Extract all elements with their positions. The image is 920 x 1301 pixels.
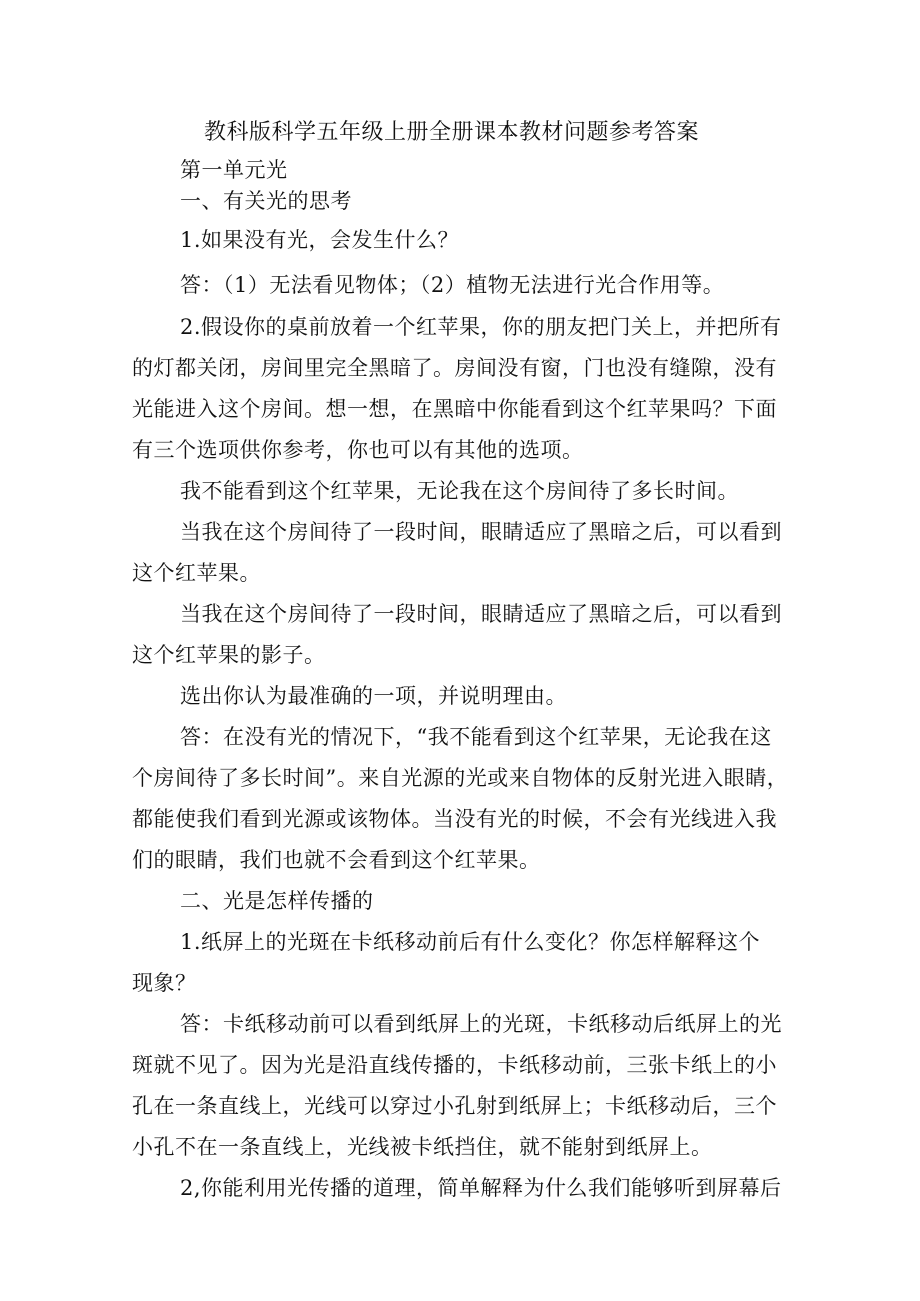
document-title: 教科版科学五年级上册全册课本教材问题参考答案 [204, 120, 700, 145]
answer-3-line-2: 斑就不见了。因为光是沿直线传播的，卡纸移动前，三张卡纸上的小 [132, 1053, 777, 1077]
answer-2-line-3: 都能使我们看到光源或该物体。当没有光的时候，不会有光线进入我 [132, 807, 777, 831]
question-2-line-2: 的灯都关闭，房间里完全黑暗了。房间没有窗，门也没有缝隙，没有 [132, 356, 777, 380]
answer-2-line-2: 个房间待了多长时间”。来自光源的光或来自物体的反射光进入眼睛， [132, 766, 789, 790]
question-1: 1.如果没有光，会发生什么？ [180, 228, 460, 252]
answer-3-line-4: 小孔不在一条直线上，光线被卡纸挡住，就不能射到纸屏上。 [132, 1135, 713, 1159]
answer-2-line-1: 答：在没有光的情况下，“我不能看到这个红苹果，无论我在这 [180, 725, 772, 749]
answer-1: 答：（1）无法看见物体；（2）植物无法进行光合作用等。 [180, 273, 725, 297]
answer-2-line-4: 们的眼睛，我们也就不会看到这个红苹果。 [132, 848, 541, 872]
question-2-line-4: 有三个选项供你参考，你也可以有其他的选项。 [132, 438, 584, 462]
answer-3-line-3: 孔在一条直线上，光线可以穿过小孔射到纸屏上；卡纸移动后，三个 [132, 1094, 777, 1118]
question-3-line-1: 1.纸屏上的光斑在卡纸移动前后有什么变化？你怎样解释这个 [180, 930, 761, 954]
unit-heading: 第一单元光 [180, 158, 288, 182]
answer-3-line-1: 答：卡纸移动前可以看到纸屏上的光斑，卡纸移动后纸屏上的光 [180, 1012, 782, 1036]
option-3-line-2: 这个红苹果的影子。 [132, 643, 326, 667]
instruction: 选出你认为最准确的一项，并说明理由。 [180, 684, 567, 708]
option-1: 我不能看到这个红苹果，无论我在这个房间待了多长时间。 [180, 479, 739, 503]
question-4-line-1: 2,你能利用光传播的道理，简单解释为什么我们能够听到屏幕后 [180, 1176, 782, 1200]
section-heading: 一、有关光的思考 [180, 189, 352, 213]
question-2-line-1: 2.假设你的桌前放着一个红苹果，你的朋友把门关上，并把所有 [180, 315, 782, 339]
option-2-line-1: 当我在这个房间待了一段时间，眼睛适应了黑暗之后，可以看到 [180, 520, 782, 544]
option-2-line-2: 这个红苹果。 [132, 561, 261, 585]
question-2-line-3: 光能进入这个房间。想一想，在黑暗中你能看到这个红苹果吗？下面 [132, 397, 777, 421]
question-3-line-2: 现象？ [132, 971, 197, 995]
option-3-line-1: 当我在这个房间待了一段时间，眼睛适应了黑暗之后，可以看到 [180, 602, 782, 626]
section-heading: 二、光是怎样传播的 [180, 889, 374, 913]
